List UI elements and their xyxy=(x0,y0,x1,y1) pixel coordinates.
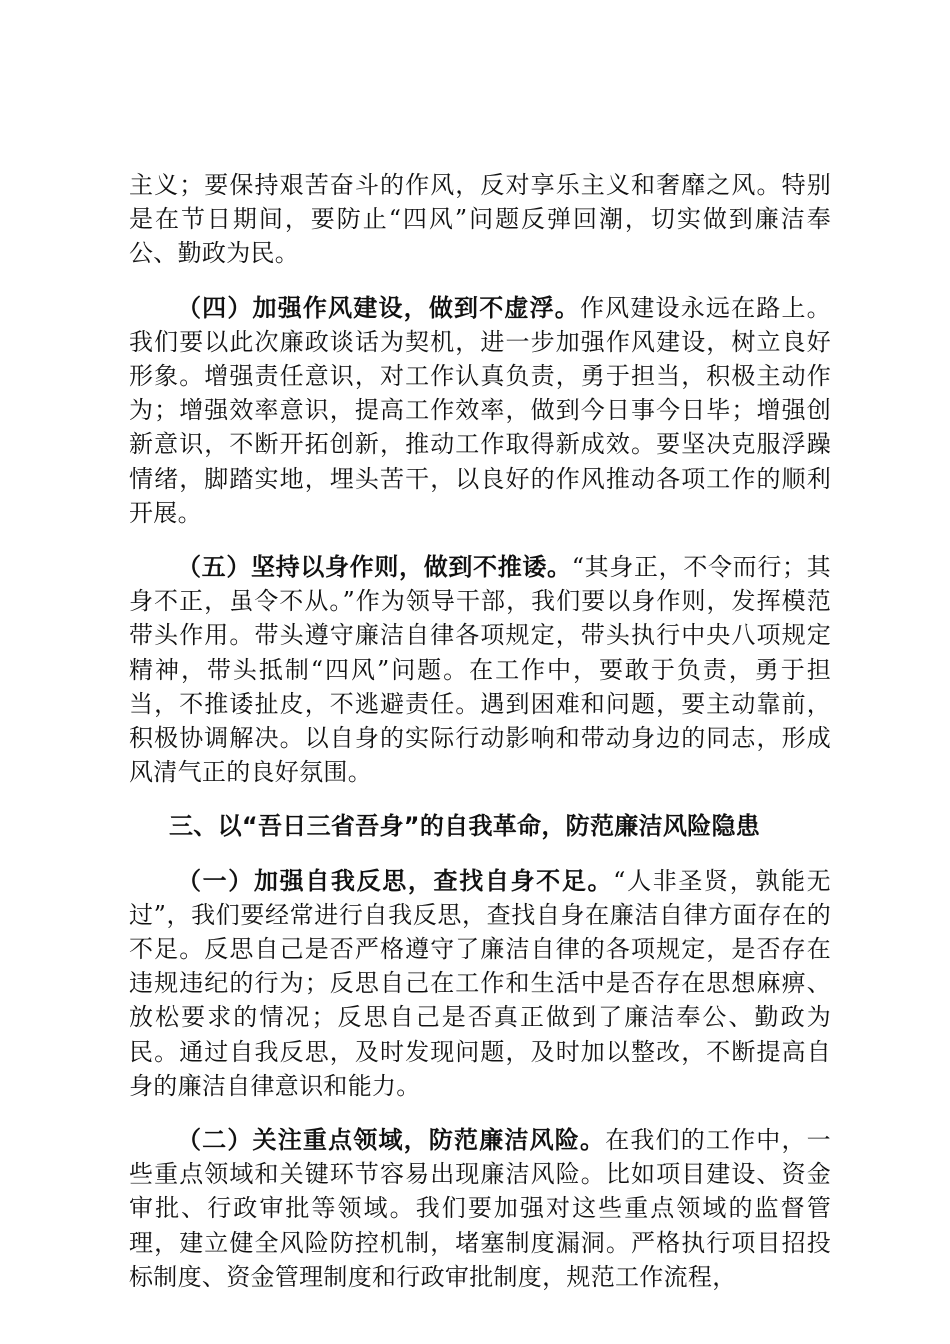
paragraph-heading: （二）关注重点领域，防范廉洁风险。 xyxy=(177,1126,606,1155)
paragraph-heading: （一）加强自我反思，查找自身不足。 xyxy=(177,866,614,895)
section-heading: 三、以“吾日三省吾身”的自我革命，防范廉洁风险隐患 xyxy=(169,812,761,841)
paragraph-text: 在我们的工作中，一些重点领域和关键环节容易出现廉洁风险。比如项目建设、资金审批、行政审批等领域。我们要加强对这些重点领域的监督管理，建立健全风险防控机制，堵塞制度漏洞。严格执行项目招投标制度、资金管理制度和行政审批制度，规范工作流程， xyxy=(129,1126,831,1291)
paragraph-text: 作风建设永远在路上。我们要以此次廉政谈话为契机，进一步加强作风建设，树立良好形象。增强责任意识，对工作认真负责，勇于担当，积极主动作为；增强效率意识，提高工作效率，做到今日事今日毕；增强创新意识，不断开拓创新，推动工作取得新成效。要坚决克服浮躁情绪，脚踏实地，埋头苦干，以良好的作风推动各项工作的顺利开展。 xyxy=(129,293,831,527)
paragraph-style-building xyxy=(129,291,831,530)
paragraph-heading: （五）坚持以身作则，做到不推诿。 xyxy=(177,553,572,582)
paragraph-continuation xyxy=(129,168,831,271)
paragraph-key-areas xyxy=(129,1123,831,1294)
paragraph-heading: （四）加强作风建设，做到不虚浮。 xyxy=(177,293,580,322)
paragraph-lead-by-example xyxy=(129,550,831,789)
paragraph-self-reflection xyxy=(129,864,831,1103)
document-body xyxy=(129,168,831,1314)
paragraph-text: “人非圣贤，孰能无过”，我们要经常进行自我反思，查找自身在廉洁自律方面存在的不足。反思自己是否严格遵守了廉洁自律的各项规定，是否存在违规违纪的行为；反思自己在工作和生活中是否存在思想麻痹、放松要求的情况；反思自己是否真正做到了廉洁奉公、勤政为民。通过自我反思，及时发现问题，及时加以整改，不断提高自身的廉洁自律意识和能力。 xyxy=(129,866,831,1100)
paragraph-text: 主义；要保持艰苦奋斗的作风，反对享乐主义和奢靡之风。特别是在节日期间，要防止“四风”问题反弹回潮，切实做到廉洁奉公、勤政为民。 xyxy=(129,171,831,268)
paragraph-text: “其身正，不令而行；其身不正，虽令不从。”作为领导干部，我们要以身作则，发挥模范带头作用。带头遵守廉洁自律各项规定，带头执行中央八项规定精神，带头抵制“四风”问题。在工作中，要敢于负责，勇于担当，不推诿扯皮，不逃避责任。遇到困难和问题，要主动靠前，积极协调解决。以自身的实际行动影响和带动身边的同志，形成风清气正的良好氛围。 xyxy=(129,553,831,787)
